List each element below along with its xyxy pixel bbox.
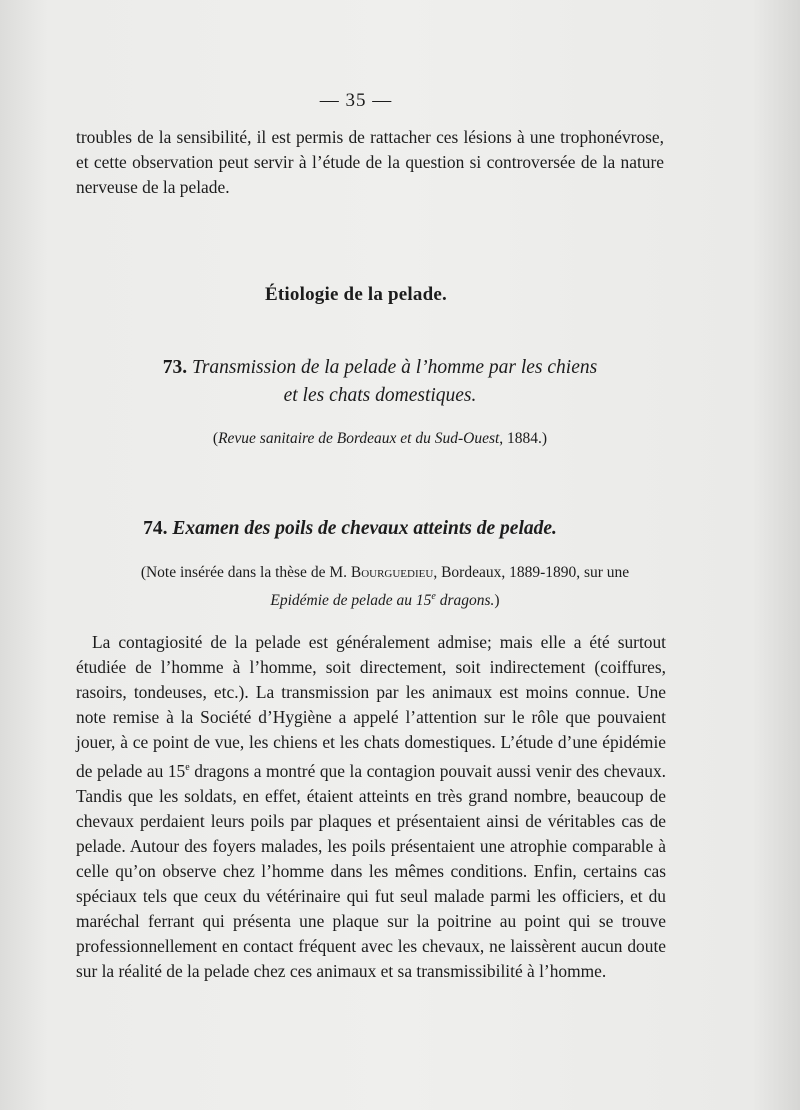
article-74-note bbox=[0, 561, 770, 613]
article-73-title-line2: et les chats domestiques. bbox=[283, 385, 477, 406]
note-middle: , Bordeaux, 1889-1890, sur une bbox=[433, 564, 630, 581]
note-close: ) bbox=[494, 592, 500, 610]
article-73-title-line1: Transmission de la pelade à l’homme par les chiens bbox=[192, 357, 598, 378]
article-73-source bbox=[0, 430, 760, 448]
body-sup: e bbox=[185, 762, 190, 773]
note-prefix: (Note insérée dans la thèse de M. bbox=[140, 564, 351, 581]
first-paragraph: troubles de la sensibilité, il est permis de rattacher ces lésions à une trophonévrose, et cette observation peut servir à l’étude de la question si controversée de la nature nerveuse de la pelade. bbox=[76, 127, 664, 197]
note-italic: Epidémie de pelade au 15 bbox=[270, 592, 432, 610]
article-74-number: 74. bbox=[143, 518, 168, 539]
article-73-source-rest: , 1884.) bbox=[499, 430, 548, 447]
article-73-source-journal: Revue sanitaire de Bordeaux et du Sud-Ouest bbox=[218, 430, 500, 447]
body-paragraph bbox=[76, 630, 666, 984]
note-sup: e bbox=[431, 591, 436, 602]
article-74-title: Examen des poils de chevaux atteints de pelade. bbox=[172, 518, 557, 539]
body-text-part1: La contagiosité de la pelade est généralement admise; mais elle a été surtout étudiée de l’homme à l’homme, soit directement, soit indirectement (coiffures, rasoirs, tondeuses, etc.). La transmission par les animaux est moins connue. Une note remise à la Société d’Hygiène a appelé l’attention sur le rôle que pouvaient jouer, à ce point de vue, les chiens et les chats domestiques. L’étude d’une épidémie de pelade au 15 bbox=[76, 632, 666, 781]
note-italic-end: dragons. bbox=[435, 592, 495, 610]
article-73-source-open: ( bbox=[212, 430, 219, 447]
article-73-number: 73. bbox=[162, 357, 188, 378]
article-73-heading bbox=[0, 354, 760, 410]
note-author: Bourguedieu bbox=[350, 564, 434, 581]
section-heading: Étiologie de la pelade. bbox=[265, 284, 447, 305]
page-number: — 35 — bbox=[319, 90, 393, 111]
article-74-heading bbox=[0, 515, 700, 543]
body-text-part2: dragons a montré que la contagion pouvait aussi venir des chevaux. Tandis que les soldats, en effet, étaient atteints en très grand nombre, beaucoup de chevaux perdaient leurs poils par plaques et présentaient ainsi de véritables cas de pelade. Autour des foyers malades, les poils présentaient une atrophie comparable à celle qu’on observe chez l’homme dans les mêmes conditions. Enfin, certains cas spéciaux tels que ceux du vétérinaire qui fut seul malade parmi les officiers, et du maréchal ferrant qui présenta une plaque sur la poitrine au point qui se trouve professionnellement en contact fréquent avec les chevaux, ne laissèrent aucun doute sur la réalité de la pelade chez ces animaux et sa transmissibilité à l’homme. bbox=[76, 760, 667, 981]
